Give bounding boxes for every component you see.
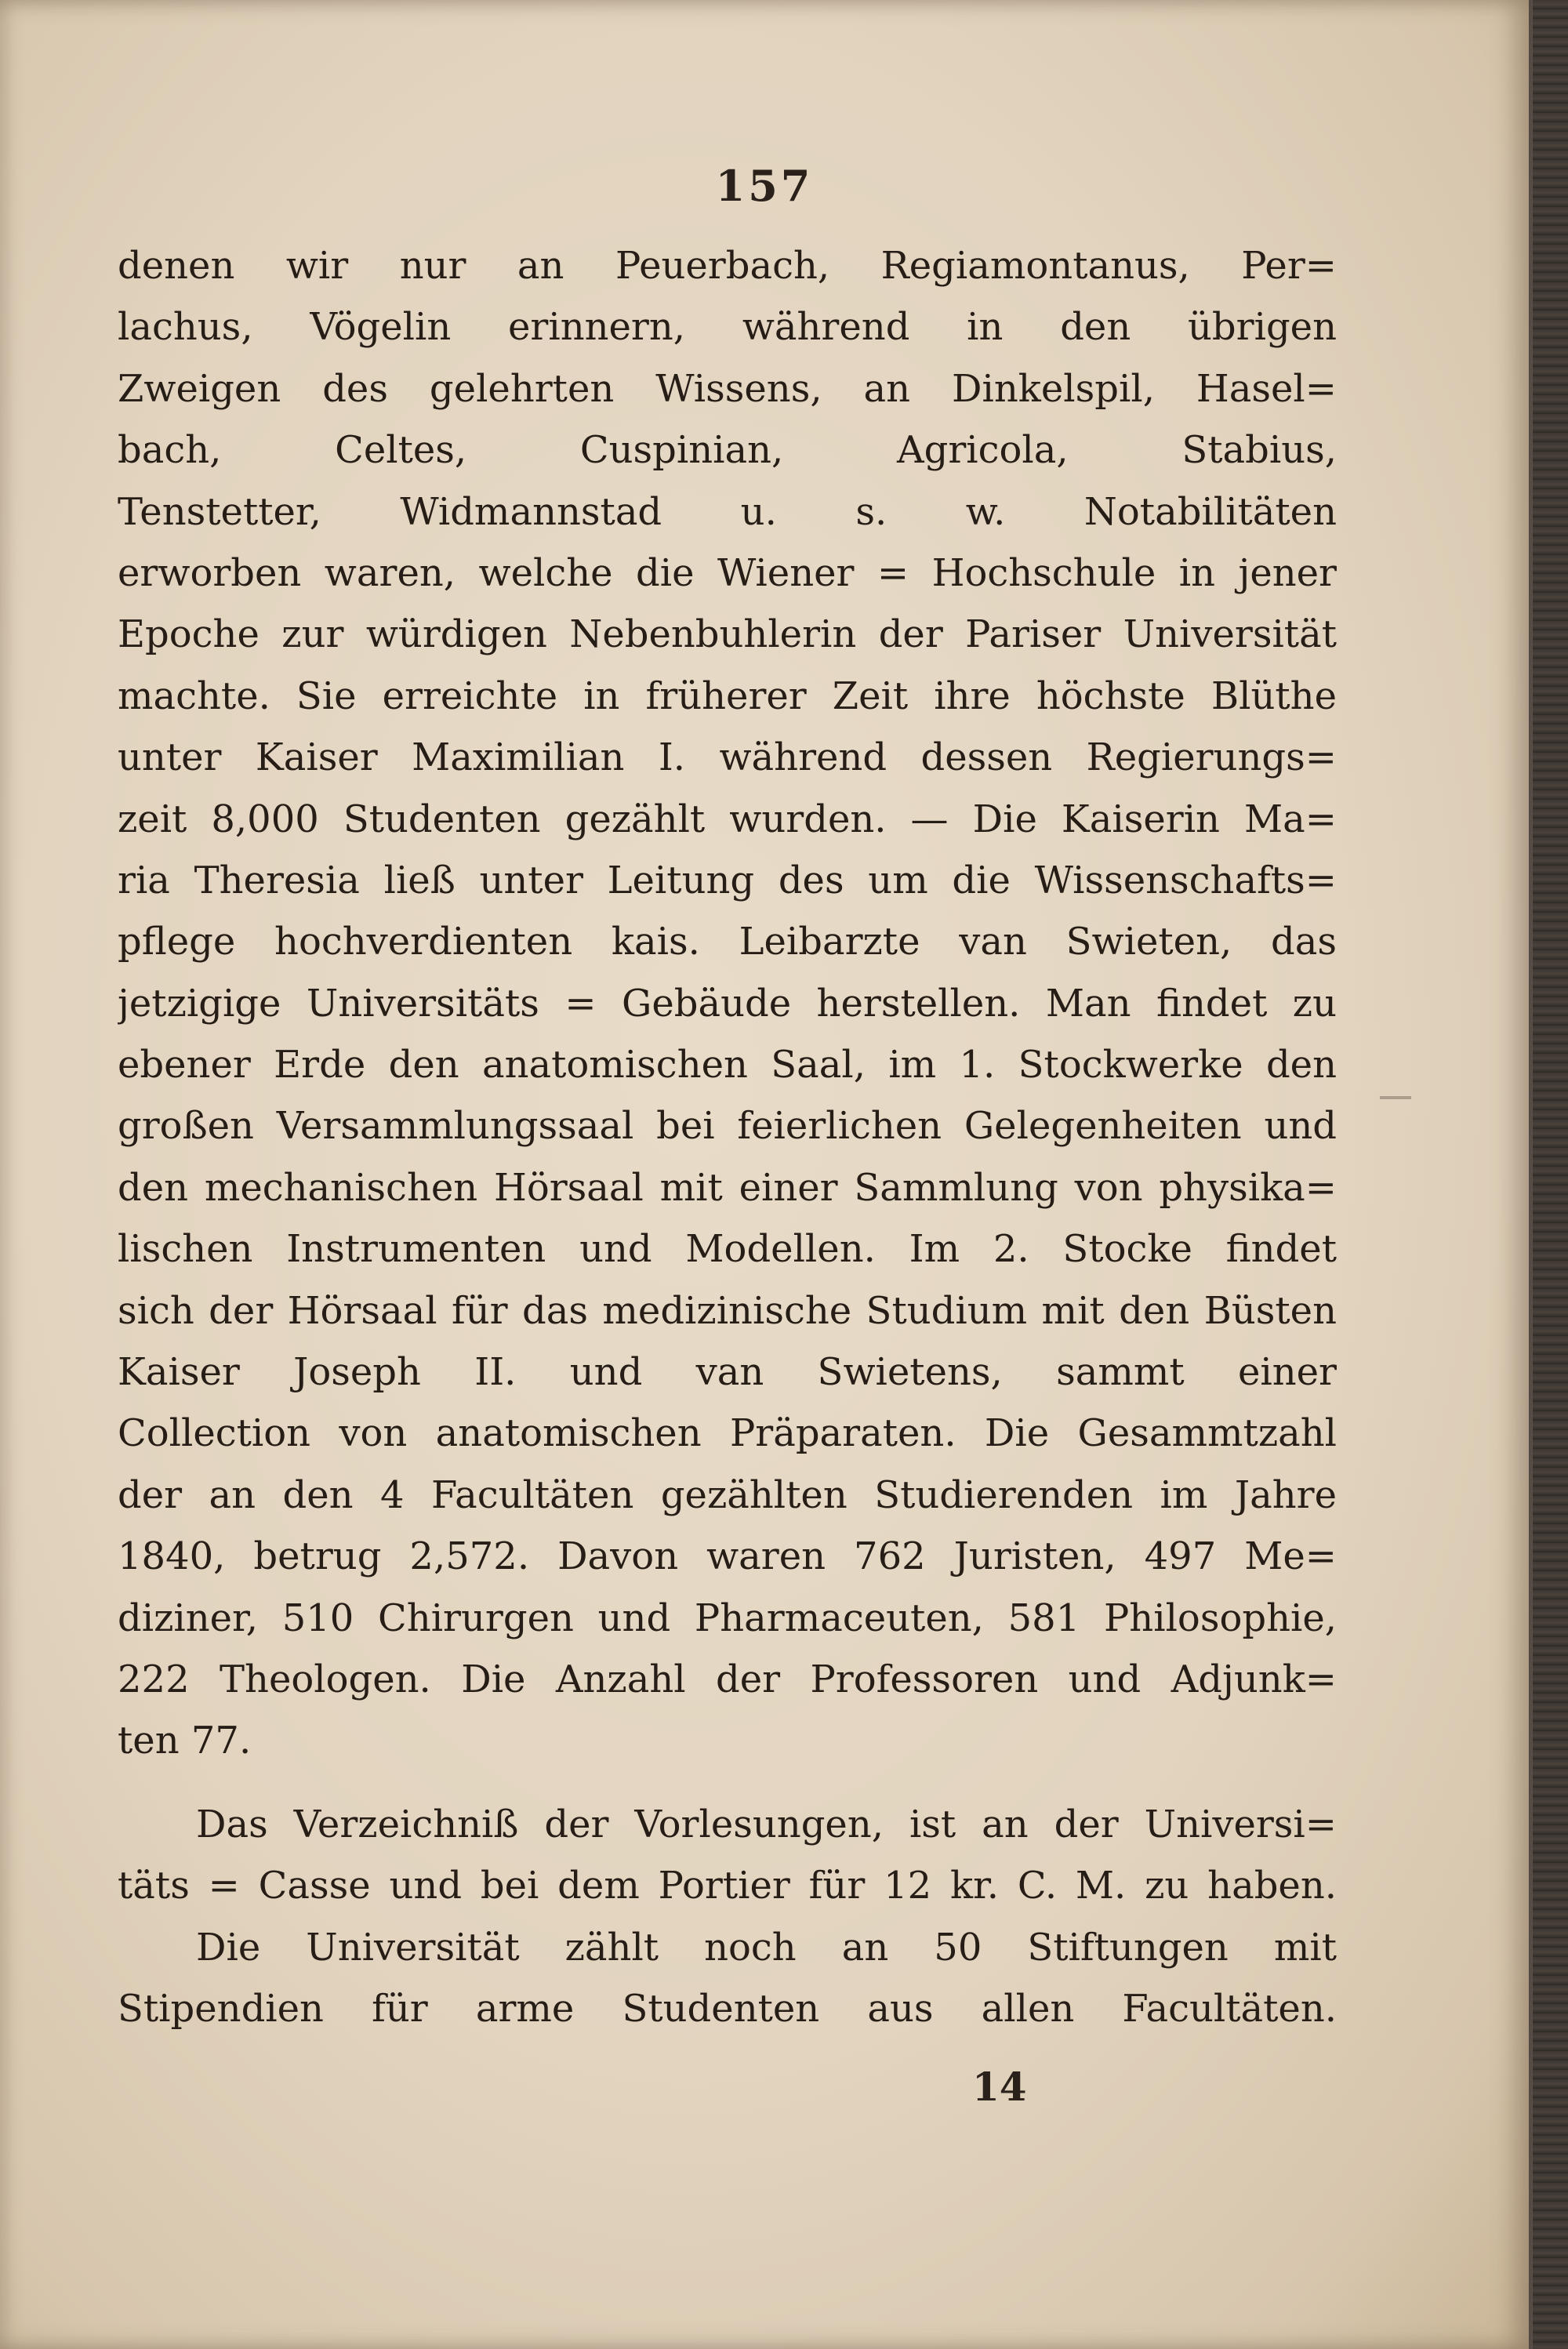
text-line: ebener Erde den anatomischen Saal, im 1. Stockwerke den xyxy=(118,1043,1337,1087)
text-line: täts = Casse und bei dem Portier für 12 kr. C. M. zu haben. xyxy=(118,1864,1337,1908)
text-line: Das Verzeichniß der Vorlesungen, ist an der Universi= xyxy=(196,1802,1337,1846)
book-edge xyxy=(1533,0,1568,2349)
text-line: diziner, 510 Chirurgen und Pharmaceuten, 581 Philosophie, xyxy=(118,1596,1337,1640)
text-line: Die Universität zählt noch an 50 Stiftungen mit xyxy=(196,1925,1337,1970)
text-line: bach, Celtes, Cuspinian, Agricola, Stabius, xyxy=(118,428,1337,473)
text-line: erworben waren, welche die Wiener = Hochschule in jener xyxy=(118,550,1337,595)
text-line: Collection von anatomischen Präparaten. Die Gesammtzahl xyxy=(118,1411,1337,1456)
text-line: großen Versammlungssaal bei feierlichen Gelegenheiten und xyxy=(118,1104,1337,1149)
text-line: 222 Theologen. Die Anzahl der Professoren und Adjunk= xyxy=(118,1657,1337,1701)
body-text xyxy=(118,235,1337,2039)
text-line: unter Kaiser Maximilian I. während dessen Regierungs= xyxy=(118,735,1337,780)
paragraph-gap xyxy=(118,1772,1337,1794)
text-line: lachus, Vögelin erinnern, während in den übrigen xyxy=(118,305,1337,350)
text-line: Zweigen des gelehrten Wissens, an Dinkelspil, Hasel= xyxy=(118,366,1337,411)
text-line: der an den 4 Facultäten gezählten Studierenden im Jahre xyxy=(118,1472,1337,1517)
text-line: zeit 8,000 Studenten gezählt wurden. — Die Kaiserin Ma= xyxy=(118,797,1337,841)
margin-mark xyxy=(1380,1096,1411,1099)
text-line: ria Theresia ließ unter Leitung des um die Wissenschafts= xyxy=(118,858,1337,902)
text-line: Tenstetter, Widmannstad u. s. w. Notabilitäten xyxy=(118,489,1337,534)
text-line: jetzigige Universitäts = Gebäude herstellen. Man findet zu xyxy=(118,981,1337,1026)
page-number: 157 xyxy=(715,161,814,211)
text-line: lischen Instrumenten und Modellen. Im 2. Stocke findet xyxy=(118,1227,1337,1272)
text-line: Kaiser Joseph II. und van Swietens, sammt einer xyxy=(118,1350,1337,1395)
signature-mark: 14 xyxy=(972,2064,1027,2110)
text-line: pflege hochverdienten kais. Leibarzte van Swieten, das xyxy=(118,920,1337,964)
text-line: ten 77. xyxy=(118,1719,252,1763)
text-line: machte. Sie erreichte in früherer Zeit ihre höchste Blüthe xyxy=(118,673,1337,718)
text-line: Stipendien für arme Studenten aus allen Facultäten. xyxy=(118,1986,1337,2031)
text-line: Epoche zur würdigen Nebenbuhlerin der Pariser Universität xyxy=(118,612,1337,657)
text-line: den mechanischen Hörsaal mit einer Sammlung von physika= xyxy=(118,1165,1337,1210)
text-line: denen wir nur an Peuerbach, Regiamontanus, Per= xyxy=(118,244,1337,288)
text-line: 1840, betrug 2,572. Davon waren 762 Juristen, 497 Me= xyxy=(118,1534,1337,1579)
text-line: sich der Hörsaal für das medizinische Studium mit den Büsten xyxy=(118,1288,1337,1333)
